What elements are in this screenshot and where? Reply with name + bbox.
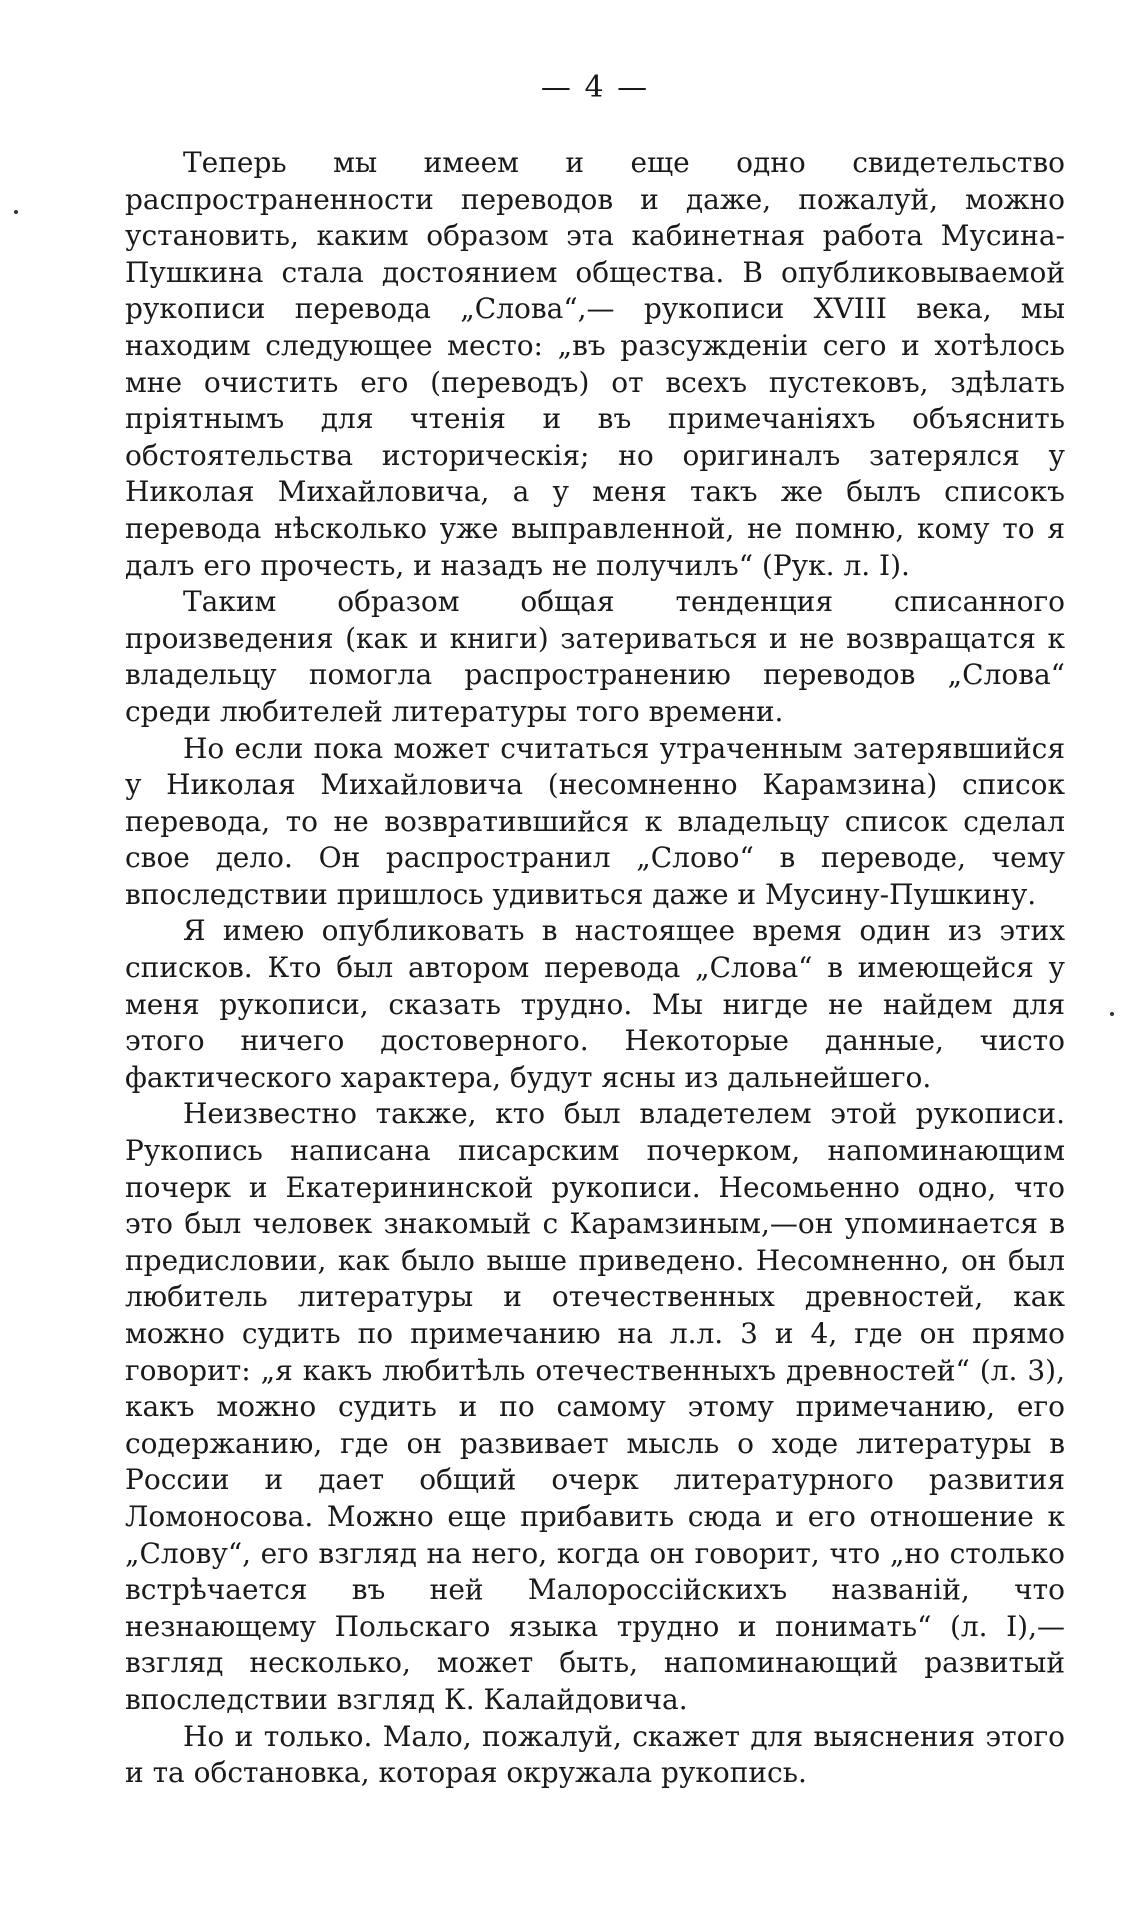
document-page bbox=[125, 70, 1065, 1792]
paragraph-4: Я имею опубликовать в настоящее время один из этих списков. Кто был автором перевода „Слова“ в имеющейся у меня рукописи, сказать трудно. Мы нигде не найдем для этого ничего достоверного. Некоторые данные, чисто фактического характера, будут ясны из дальнейшего. bbox=[125, 914, 1065, 1094]
paragraph-1: Теперь мы имеем и еще одно свидетельство распространенности переводов и даже, пожалуй, можно установить, каким образом эта кабинетная работа Мусина-Пушкина стала достоянием общества. В опубликовываемой рукописи перевода „Слова“,— рукописи XVIII века, мы находим следующее место: „въ разсужденіи сего и хотѣлось мне очистить его (переводъ) от всехъ пустековъ, здѣлать пріятнымъ для чтенія и въ примечаніяхъ объяснить обстоятельства историческія; но оригиналъ затерялся у Николая Михайловича, а у меня такъ же былъ списокъ перевода нѣсколько уже выправленной, не помню, кому то я далъ его прочесть, и назадъ не получилъ“ (Рук. л. I). bbox=[125, 146, 1065, 582]
paragraph-2: Таким образом общая тенденция списанного произведения (как и книги) затериваться и не возвращатся к владельцу помогла распространению переводов „Слова“ среди любителей литературы того времени. bbox=[125, 585, 1065, 728]
page-number: — 4 — bbox=[540, 70, 650, 105]
print-speck bbox=[1110, 1012, 1114, 1016]
paragraph-3: Но если пока может считаться утраченным затерявшийся у Николая Михайловича (несомненно Карамзина) список перевода, то не возвратившийся к владельцу список сделал свое дело. Он распространил „Слово“ в переводе, чему впоследствии пришлось удивиться даже и Мусину-Пушкину. bbox=[125, 731, 1065, 911]
print-speck bbox=[14, 210, 18, 214]
paragraph-5: Неизвестно также, кто был владетелем этой рукописи. Рукопись написана писарским почерком, напоминающим почерк и Екатерининской рукописи. Несомьенно одно, что это был человек знакомый с Карамзиным,—он упоминается в предисловии, как было выше приведено. Несомненно, он был любитель литературы и отечественных древностей, как можно судить по примечанию на л.л. 3 и 4, где он прямо говорит: „я какъ любитѣль отечественныхъ древностей“ (л. 3), какъ можно судить и по самому этому примечанию, его содержанию, где он развивает мысль о ходе литературы в России и дает общий очерк литературного развития Ломоносова. Можно еще прибавить сюда и его отношение к „Слову“, его взгляд на него, когда он говорит, что „но столько встрѣчается въ ней Малороссійскихъ названій, что незнающему Польскаго языка трудно и понимать“ (л. I),—взгляд несколько, может быть, напоминающий развитый впоследствии взгляд К. Калайдовича. bbox=[125, 1097, 1065, 1716]
paragraph-6: Но и только. Мало, пожалуй, скажет для выяснения этого и та обстановка, которая окружала рукопись. bbox=[125, 1719, 1065, 1790]
